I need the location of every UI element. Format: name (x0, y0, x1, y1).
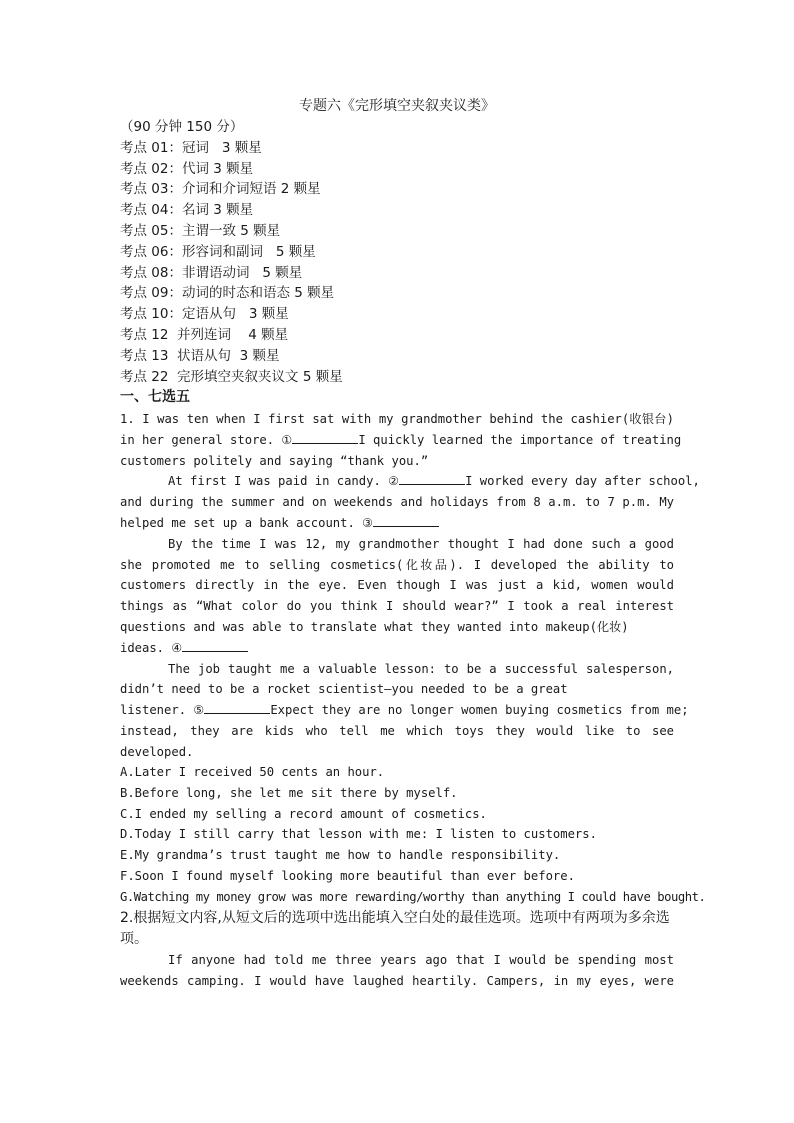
passage-text: helped me set up a bank account. ③ (120, 515, 374, 530)
passage-line: instead, they are kids who tell me which toys they would like to see (120, 723, 674, 738)
option-e: E.My grandma’s trust taught me how to handle responsibility. (120, 848, 561, 863)
passage-text: I quickly learned the importance of treating (358, 432, 682, 447)
question-2-instruction (120, 908, 676, 950)
topic-item: 考点 13 状语从句 3 颗星 (120, 347, 280, 364)
passage-line: If anyone had told me three years ago that I would be spending most (168, 953, 674, 967)
passage-line: customers directly in the eye. Even though I was just a kid, women would (120, 578, 674, 593)
topic-item: 考点 06：形容词和副词 5 颗星 (120, 243, 316, 260)
topic-item: 考点 10：定语从句 3 颗星 (120, 306, 289, 323)
passage-text: ideas. ④ (120, 640, 183, 655)
option-list (120, 762, 706, 908)
passage-line: 1. I was ten when I first sat with my grandmother behind the cashier(收银台) (120, 412, 674, 426)
answer-blank-2[interactable] (399, 471, 465, 485)
section-heading: 一、七选五 (120, 389, 190, 405)
option-b: B.Before long, she let me sit there by myself. (120, 785, 458, 800)
topic-item: 考点 22 完形填空夹叙夹议文 5 颗星 (120, 368, 343, 385)
option-d: D.Today I still carry that lesson with me: I listen to customers. (120, 827, 597, 842)
passage-line: she promoted me to selling cosmetics(化妆品). I developed the ability to (120, 557, 674, 572)
passage-1 (120, 409, 700, 763)
answer-blank-4[interactable] (182, 638, 248, 652)
topic-item: 考点 09：动词的时态和语态 5 颗星 (120, 285, 335, 302)
passage-line: and during the summer and on weekends and holidays from 8 a.m. to 7 p.m. My (120, 495, 674, 510)
instruction-line: 项。 (120, 931, 148, 947)
option-a: A.Later I received 50 cents an hour. (120, 765, 385, 779)
passage-line (120, 430, 682, 451)
option-f: F.Soon I found myself looking more beautiful than ever before. (120, 868, 575, 883)
passage-text: I worked every day after school, (465, 474, 700, 489)
passage-line (120, 638, 674, 659)
passage-line: developed. (120, 744, 194, 759)
passage-line: weekends camping. I would have laughed heartily. Campers, in my eyes, were (120, 973, 674, 988)
topic-item: 考点 03：介词和介词短语 2 颗星 (120, 181, 321, 198)
passage-line: By the time I was 12, my grandmother thought I had done such a good (168, 536, 674, 551)
passage-text: Expect they are no longer women buying cosmetics from me; (270, 703, 689, 718)
time-score: （90 分钟 150 分） (120, 119, 244, 135)
topic-item: 考点 01：冠词 3 颗星 (120, 139, 262, 156)
topic-item: 考点 04：名词 3 颗星 (120, 202, 254, 219)
passage-line: didn’t need to be a rocket scientist—you needed to be a great (120, 682, 568, 697)
instruction-line: 2.根据短文内容,从短文后的选项中选出能填入空白处的最佳选项。选项中有两项为多余选 (120, 910, 670, 926)
option-c: C.I ended my selling a record amount of cosmetics. (120, 806, 487, 821)
passage-text: in her general store. ① (120, 432, 293, 447)
topic-list (120, 117, 680, 387)
answer-blank-1[interactable] (292, 430, 358, 444)
answer-blank-3[interactable] (373, 513, 439, 527)
answer-blank-5[interactable] (204, 700, 270, 714)
topic-item: 考点 08：非谓语动词 5 颗星 (120, 264, 303, 281)
passage-line (120, 513, 674, 534)
passage-line: things as “What color do you think I should wear?” I took a real interest (120, 599, 674, 614)
topic-item: 考点 02：代词 3 颗星 (120, 160, 254, 177)
option-g: G.Watching my money grow was more rewarding/worthy than anything I could have bought. (120, 889, 706, 904)
passage-text: listener. ⑤ (120, 703, 205, 718)
topic-item: 考点 12 并列连词 4 颗星 (120, 326, 289, 343)
passage-line (120, 700, 689, 721)
passage-line (120, 471, 700, 492)
passage-line: customers politely and saying “thank you.” (120, 453, 429, 468)
passage-line: The job taught me a valuable lesson: to be a successful salesperson, (168, 661, 674, 676)
passage-line: questions and was able to translate what they wanted into makeup(化妆) (120, 619, 629, 634)
passage-2 (120, 950, 674, 992)
topic-item: 考点 05：主谓一致 5 颗星 (120, 222, 281, 239)
passage-text: At first I was paid in candy. ② (168, 474, 400, 489)
document-title: 专题六《完形填空夹叙夹议类》 (299, 98, 495, 114)
